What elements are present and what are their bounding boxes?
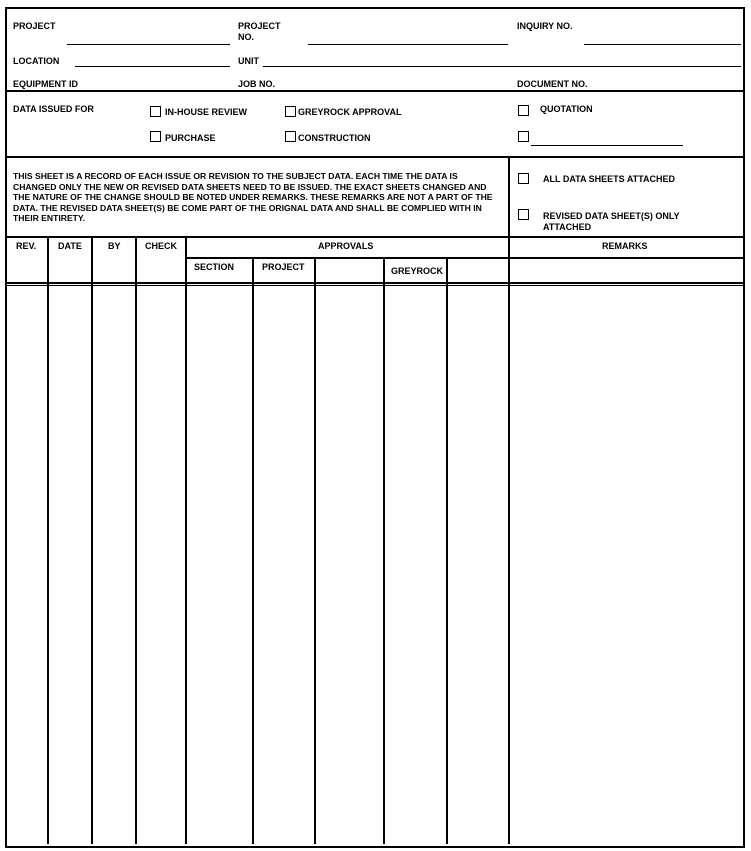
revised-only-label-line2: ATTACHED <box>543 222 592 232</box>
col-line-by <box>135 237 137 844</box>
document-no-label: DOCUMENT NO. <box>517 79 588 89</box>
all-attached-checkbox[interactable] <box>518 173 529 184</box>
date-header: DATE <box>58 241 82 251</box>
rev-header: REV. <box>16 241 37 251</box>
project-field[interactable] <box>67 44 230 45</box>
project-header: PROJECT <box>262 262 305 272</box>
notice-divider <box>5 236 743 238</box>
header-divider <box>5 90 743 92</box>
job-no-label: JOB NO. <box>238 79 276 89</box>
inquiry-no-label: INQUIRY NO. <box>517 21 573 31</box>
col-line-check <box>185 237 187 844</box>
col-line-rev <box>47 237 49 844</box>
project-no-label <box>238 21 281 43</box>
issued-for-divider <box>5 156 743 158</box>
notice-divider-vertical <box>508 156 510 844</box>
check-header: CHECK <box>145 241 178 251</box>
construction-label: CONSTRUCTION <box>298 133 371 143</box>
equipment-id-label: EQUIPMENT ID <box>13 79 79 89</box>
quotation-checkbox[interactable] <box>518 105 529 116</box>
col-line-blank <box>383 257 385 844</box>
revision-notice-text: THIS SHEET IS A RECORD OF EACH ISSUE OR REVISION TO THE SUBJECT DATA. EACH TIME THE DATA IS CHANGED ONLY THE NEW OR REVISED DATA SHEETS NEED TO BE ISSUED. THE EXACT SHEETS CHANGED AND THE NATURE OF THE CHANGE SHOULD BE NOTED UNDER REMARKS. THESE REMARKS ARE NOT A PART OF THE DATA. THE REVISED DATA SHEET(S) BE COME PART OF THE ORIGNAL DATA AND SHALL BE COMPLIED WITH IN THEIR ENTIRETY. <box>13 171 493 223</box>
quotation-label: QUOTATION <box>540 104 593 114</box>
project-no-label-line1: PROJECT <box>238 21 281 31</box>
location-label: LOCATION <box>13 56 60 66</box>
approvals-subheader-line <box>186 257 743 259</box>
greyrock-approval-checkbox[interactable] <box>285 106 296 117</box>
greyrock-approval-label: GREYROCK APPROVAL <box>298 107 402 117</box>
remarks-header: REMARKS <box>602 241 648 251</box>
greyrock-header: GREYROCK <box>391 266 444 276</box>
revised-only-checkbox[interactable] <box>518 209 529 220</box>
project-no-label-line2: NO. <box>238 32 255 42</box>
location-field[interactable] <box>75 66 230 67</box>
table-header-bottom-2 <box>5 285 743 286</box>
construction-checkbox[interactable] <box>285 131 296 142</box>
unit-label: UNIT <box>238 56 259 66</box>
in-house-review-checkbox[interactable] <box>150 106 161 117</box>
inquiry-no-field[interactable] <box>584 44 741 45</box>
revised-only-label-line1: REVISED DATA SHEET(S) ONLY <box>543 211 680 221</box>
other-checkbox[interactable] <box>518 131 529 142</box>
other-field[interactable] <box>531 145 683 146</box>
col-line-greyrock <box>446 257 448 844</box>
col-line-date <box>91 237 93 844</box>
by-header: BY <box>108 241 121 251</box>
purchase-label: PURCHASE <box>165 133 216 143</box>
revised-only-label <box>543 211 680 233</box>
project-label: PROJECT <box>13 21 56 31</box>
project-no-field[interactable] <box>308 44 508 45</box>
section-header: SECTION <box>194 262 235 272</box>
purchase-checkbox[interactable] <box>150 131 161 142</box>
issued-for-label: DATA ISSUED FOR <box>13 104 94 114</box>
table-header-bottom <box>5 282 743 284</box>
all-attached-label: ALL DATA SHEETS ATTACHED <box>543 174 675 184</box>
form-border <box>5 7 745 848</box>
approvals-header: APPROVALS <box>318 241 374 251</box>
col-line-project <box>314 257 316 844</box>
unit-field[interactable] <box>263 66 741 67</box>
in-house-review-label: IN-HOUSE REVIEW <box>165 107 248 117</box>
col-line-section <box>252 257 254 844</box>
